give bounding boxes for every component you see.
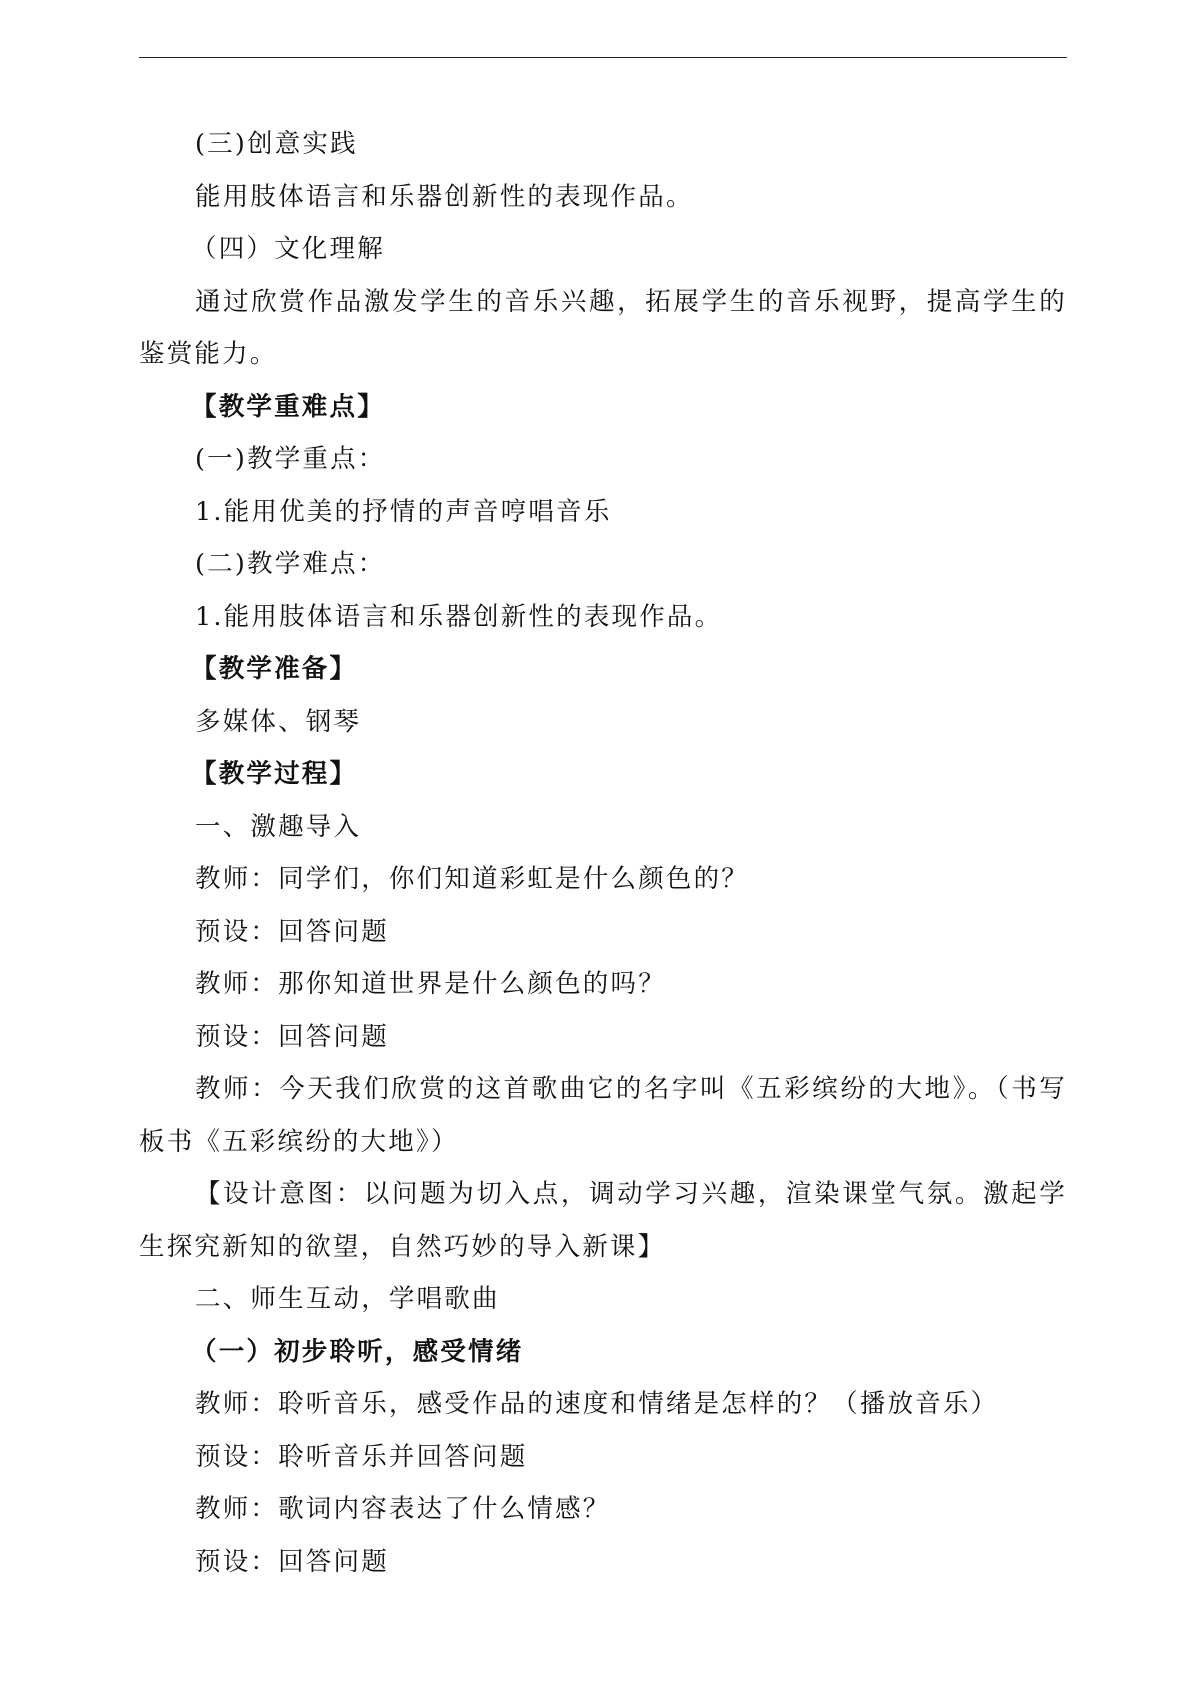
paragraph: 教师：那你知道世界是什么颜色的吗？	[195, 969, 666, 999]
document-body	[139, 118, 1067, 1588]
paragraph-creative-practice: (三)创意实践	[195, 129, 358, 159]
paragraph: 教师：今天我们欣赏的这首歌曲它的名字叫《五彩缤纷的大地》。（书写板书《五彩缤纷的大地》）	[139, 1074, 1067, 1157]
paragraph-design-intent: 【设计意图：以问题为切入点，调动学习兴趣，渲染课堂气氛。激起学生探究新知的欲望，自然巧妙的导入新课】	[139, 1179, 1067, 1262]
section-heading-key-points: 【教学重难点】	[191, 391, 385, 422]
paragraph: 教师：聆听音乐，感受作品的速度和情绪是怎样的？（播放音乐）	[195, 1389, 999, 1419]
subsection-heading-bold: （一）初步聆听，感受情绪	[191, 1336, 524, 1367]
paragraph: 教师：歌词内容表达了什么情感？	[195, 1494, 611, 1524]
paragraph: 预设：回答问题	[195, 1546, 389, 1577]
section-heading-preparation: 【教学准备】	[191, 654, 358, 684]
section-heading-process: 【教学过程】	[191, 759, 358, 789]
paragraph: 预设：回答问题	[195, 1021, 389, 1052]
paragraph: 预设：聆听音乐并回答问题	[195, 1441, 528, 1472]
header-rule	[139, 57, 1067, 58]
subsection-heading: 一、激趣导入	[195, 811, 362, 842]
paragraph: 能用肢体语言和乐器创新性的表现作品。	[195, 181, 694, 212]
paragraph: 多媒体、钢琴	[195, 706, 362, 737]
subsection-heading: 二、师生互动，学唱歌曲	[195, 1284, 500, 1314]
paragraph: (一)教学重点：	[195, 444, 386, 474]
paragraph: 教师：同学们，你们知道彩虹是什么颜色的？	[195, 864, 750, 894]
paragraph: 通过欣赏作品激发学生的音乐兴趣，拓展学生的音乐视野，提高学生的鉴赏能力。	[139, 286, 1067, 369]
paragraph: 1.能用肢体语言和乐器创新性的表现作品。	[195, 601, 723, 632]
paragraph: 预设：回答问题	[195, 916, 389, 947]
paragraph: (二)教学难点：	[195, 549, 386, 579]
paragraph-cultural-understanding: （四）文化理解	[191, 234, 385, 264]
paragraph: 1.能用优美的抒情的声音哼唱音乐	[195, 496, 612, 527]
